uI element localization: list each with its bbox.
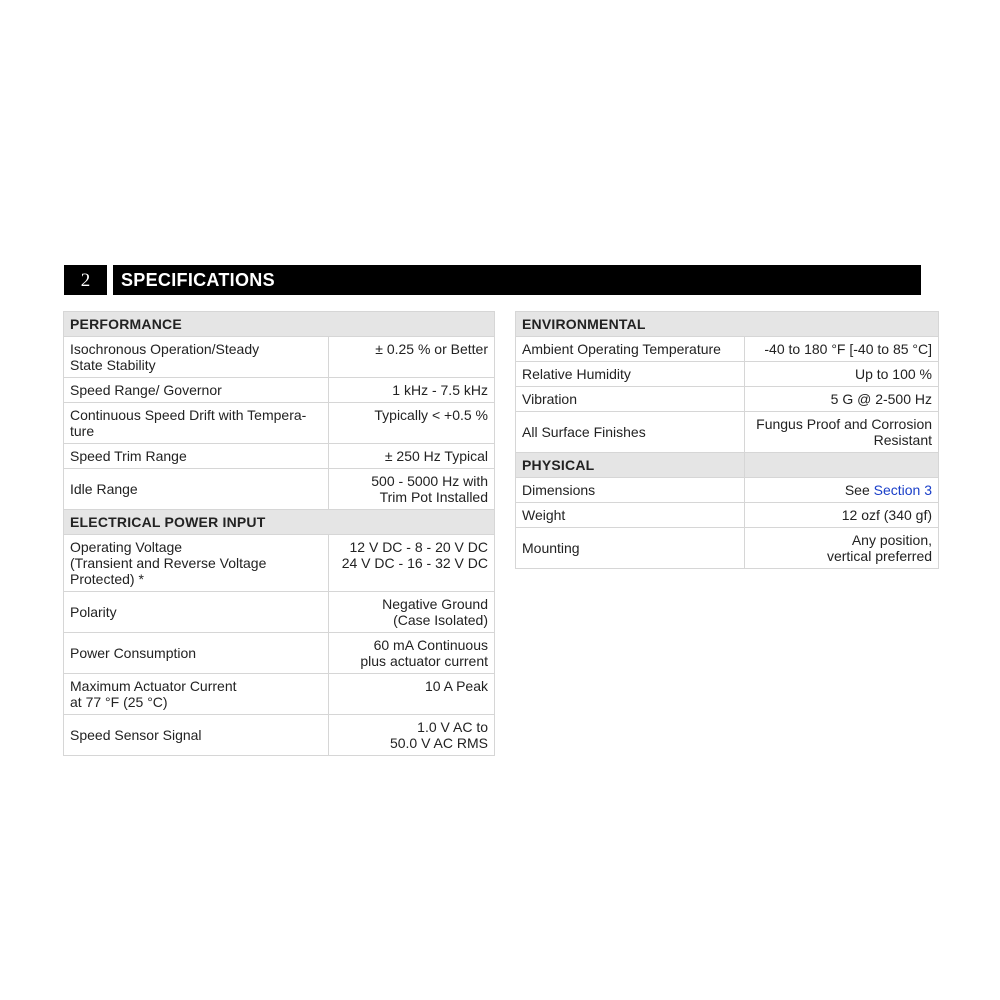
- spec-value: Any position, vertical preferred: [745, 528, 939, 569]
- spec-label: Idle Range: [64, 469, 329, 510]
- table-row: [64, 715, 495, 756]
- spec-value: 12 V DC - 8 - 20 V DC 24 V DC - 16 - 32 V DC: [329, 535, 495, 592]
- spec-value: -40 to 180 °F [-40 to 85 °C]: [745, 337, 939, 362]
- spec-label: Maximum Actuator Current at 77 °F (25 °C): [64, 674, 329, 715]
- table-row: [516, 412, 939, 453]
- spec-value: 1 kHz - 7.5 kHz: [329, 378, 495, 403]
- table-row: [516, 387, 939, 412]
- table-row: [516, 528, 939, 569]
- table-row: [516, 337, 939, 362]
- spec-value: 10 A Peak: [329, 674, 495, 715]
- spec-label: Relative Humidity: [516, 362, 745, 387]
- spec-value: 12 ozf (340 gf): [745, 503, 939, 528]
- spec-label: Power Consumption: [64, 633, 329, 674]
- spec-label: Mounting: [516, 528, 745, 569]
- spec-value: Up to 100 %: [745, 362, 939, 387]
- spec-value: 5 G @ 2-500 Hz: [745, 387, 939, 412]
- spec-value: Negative Ground (Case Isolated): [329, 592, 495, 633]
- specs-table-left: [63, 311, 495, 756]
- environmental-header: ENVIRONMENTAL: [516, 312, 939, 337]
- spec-value: [745, 478, 939, 503]
- physical-header-row: [516, 453, 939, 478]
- spec-label: Speed Trim Range: [64, 444, 329, 469]
- spec-value: ± 0.25 % or Better: [329, 337, 495, 378]
- table-row: [516, 478, 939, 503]
- spec-value: 500 - 5000 Hz with Trim Pot Installed: [329, 469, 495, 510]
- spec-label: Vibration: [516, 387, 745, 412]
- spec-label: Speed Range/ Governor: [64, 378, 329, 403]
- section-title: SPECIFICATIONS: [113, 265, 921, 295]
- spec-label: Operating Voltage (Transient and Reverse Voltage Protected) *: [64, 535, 329, 592]
- environmental-header-row: [516, 312, 939, 337]
- table-row: [64, 444, 495, 469]
- section-banner: [64, 265, 921, 295]
- electrical-header-row: [64, 510, 495, 535]
- spec-label: Polarity: [64, 592, 329, 633]
- spec-label: Isochronous Operation/Steady State Stability: [64, 337, 329, 378]
- physical-header-blank: [745, 453, 939, 478]
- table-row: [64, 592, 495, 633]
- specs-table-right: [515, 311, 939, 569]
- table-row: [64, 378, 495, 403]
- spec-label: All Surface Finishes: [516, 412, 745, 453]
- section-3-link[interactable]: Section 3: [873, 482, 933, 498]
- performance-header-row: [64, 312, 495, 337]
- spec-value: ± 250 Hz Typical: [329, 444, 495, 469]
- spec-value: 1.0 V AC to 50.0 V AC RMS: [329, 715, 495, 756]
- table-row: [64, 469, 495, 510]
- electrical-header: ELECTRICAL POWER INPUT: [64, 510, 495, 535]
- spec-label: Ambient Operating Temperature: [516, 337, 745, 362]
- table-row: [64, 633, 495, 674]
- table-row: [64, 337, 495, 378]
- spec-value: Fungus Proof and Corrosion Resistant: [745, 412, 939, 453]
- section-number: 2: [64, 265, 107, 295]
- spec-label: Weight: [516, 503, 745, 528]
- table-row: [64, 403, 495, 444]
- spec-value: 60 mA Continuous plus actuator current: [329, 633, 495, 674]
- spec-value: Typically < +0.5 %: [329, 403, 495, 444]
- see-prefix: See: [844, 482, 874, 498]
- table-row: [516, 362, 939, 387]
- spec-label: Dimensions: [516, 478, 745, 503]
- table-row: [516, 503, 939, 528]
- physical-header: PHYSICAL: [516, 453, 745, 478]
- table-row: [64, 535, 495, 592]
- spec-label: Continuous Speed Drift with Tempera- ture: [64, 403, 329, 444]
- table-row: [64, 674, 495, 715]
- spec-label: Speed Sensor Signal: [64, 715, 329, 756]
- performance-header: PERFORMANCE: [64, 312, 495, 337]
